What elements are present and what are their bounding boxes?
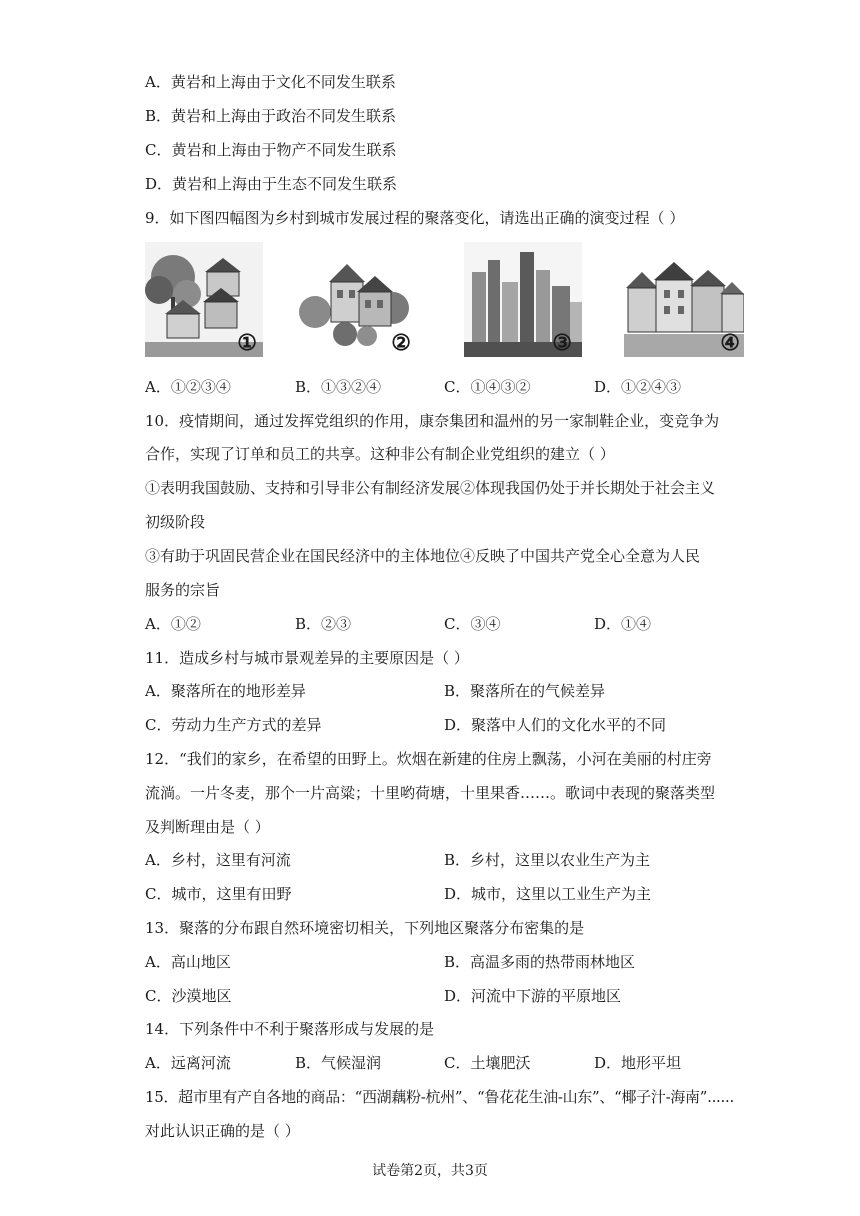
q8-option-c: C．黄岩和上海由于物产不同发生联系 xyxy=(145,141,397,159)
q11-option-c: C．劳动力生产方式的差异 xyxy=(145,716,322,734)
q10-item-line4: 服务的宗旨 xyxy=(145,581,221,599)
q11-option-a: A．聚落所在的地形差异 xyxy=(145,682,306,700)
image-1-label: ① xyxy=(237,330,257,356)
q13-stem: 13．聚落的分布跟自然环境密切相关，下列地区聚落分布密集的是 xyxy=(145,919,585,937)
q9-stem: 9．如下图四幅图为乡村到城市发展过程的聚落变化，请选出正确的演变过程（ ） xyxy=(145,209,685,227)
q15-stem-line1: 15．超市里有产自各地的商品：“西湖藕粉-杭州”、“鲁花花生油-山东”、“椰子汁-海南”...... xyxy=(145,1088,734,1106)
q9-option-c: C．①④③② xyxy=(444,378,531,396)
q14-option-c: C．土壤肥沃 xyxy=(444,1054,531,1072)
q9-option-b: B．①③②④ xyxy=(295,378,382,396)
q13-option-b: B．高温多雨的热带雨林地区 xyxy=(444,953,636,971)
q14-option-a: A．远离河流 xyxy=(145,1054,231,1072)
q9-image-3 xyxy=(464,242,582,357)
q10-stem-line1: 10．疫情期间，通过发挥党组织的作用，康奈集团和温州的另一家制鞋企业，变竞争为 xyxy=(145,412,720,430)
q11-option-d: D．聚落中人们的文化水平的不同 xyxy=(444,716,667,734)
image-4-label: ④ xyxy=(720,330,740,356)
q12-option-c: C．城市，这里有田野 xyxy=(145,885,292,903)
q11-stem: 11．造成乡村与城市景观差异的主要原因是（ ） xyxy=(145,649,469,667)
q10-item-line1: ①表明我国鼓励、支持和引导非公有制经济发展②体现我国仍处于并长期处于社会主义 xyxy=(145,479,716,497)
q10-item-line2: 初级阶段 xyxy=(145,513,206,531)
q13-option-a: A．高山地区 xyxy=(145,953,231,971)
q9-image-4 xyxy=(624,242,744,357)
q10-option-d: D．①④ xyxy=(594,615,652,633)
q8-option-a: A．黄岩和上海由于文化不同发生联系 xyxy=(145,73,396,91)
q12-stem-line2: 流淌。一片冬麦，那个一片高粱；十里哟荷塘，十里果香……。歌词中表现的聚落类型 xyxy=(145,784,716,802)
q9-option-d: D．①②④③ xyxy=(594,378,682,396)
q8-option-b: B．黄岩和上海由于政治不同发生联系 xyxy=(145,107,397,125)
q10-option-a: A．①② xyxy=(145,615,201,633)
q9-image-1 xyxy=(145,242,263,357)
q12-option-b: B．乡村，这里以农业生产为主 xyxy=(444,851,651,869)
image-2-label: ② xyxy=(391,330,411,356)
q14-option-d: D．地形平坦 xyxy=(594,1054,682,1072)
q13-option-d: D．河流中下游的平原地区 xyxy=(444,987,622,1005)
q9-option-a: A．①②③④ xyxy=(145,378,231,396)
image-3-label: ③ xyxy=(552,330,572,356)
q12-option-a: A．乡村，这里有河流 xyxy=(145,851,291,869)
q8-option-d: D．黄岩和上海由于生态不同发生联系 xyxy=(145,175,398,193)
q14-stem: 14．下列条件中不利于聚落形成与发展的是 xyxy=(145,1020,435,1038)
q15-stem-line2: 对此认识正确的是（ ） xyxy=(145,1122,300,1140)
q11-option-b: B．聚落所在的气候差异 xyxy=(444,682,606,700)
q12-option-d: D．城市，这里以工业生产为主 xyxy=(444,885,652,903)
q10-option-c: C．③④ xyxy=(444,615,501,633)
q10-item-line3: ③有助于巩固民营企业在国民经济中的主体地位④反映了中国共产党全心全意为人民 xyxy=(145,547,701,565)
q13-option-c: C．沙漠地区 xyxy=(145,987,232,1005)
page-footer: 试卷第2页，共3页 xyxy=(372,1163,488,1179)
q9-image-2 xyxy=(295,242,413,357)
q10-stem-line2: 合作，实现了订单和员工的共享。这种非公有制企业党组织的建立（ ） xyxy=(145,445,615,463)
q14-option-b: B．气候湿润 xyxy=(295,1054,382,1072)
q12-stem-line1: 12．“我们的家乡，在希望的田野上。炊烟在新建的住房上飘荡，小河在美丽的村庄旁 xyxy=(145,750,712,768)
q12-stem-line3: 及判断理由是（ ） xyxy=(145,818,270,836)
q10-option-b: B．②③ xyxy=(295,615,352,633)
